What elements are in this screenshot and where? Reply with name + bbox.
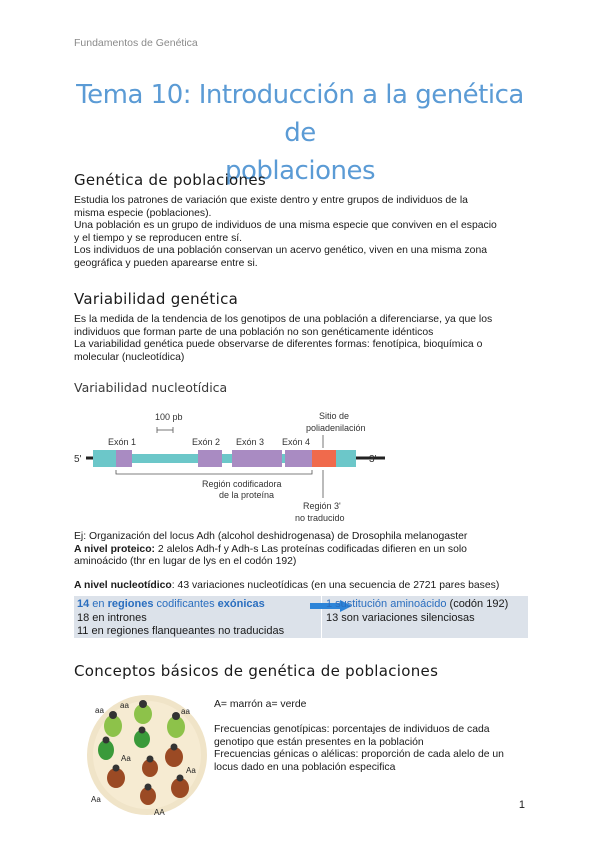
paragraph-genetica: [74, 195, 526, 270]
paragraph-frecuencias: [214, 724, 526, 774]
alleles-line: A= marrón a= verde: [214, 699, 307, 710]
table-row-substitution: [326, 599, 508, 610]
genotype-label: Aa: [91, 795, 101, 804]
paragraph-alleles: [214, 699, 526, 712]
nucleotidico-text: : 43 variaciones nucleotídicas (en una secuencia de 2721 pares bases): [171, 580, 500, 591]
text-line: molecular (nucleotídica): [74, 351, 185, 363]
genotype-label: Aa: [186, 766, 196, 775]
utr-3prime: [312, 450, 336, 467]
polyA-site-label-2: poliadenilación: [306, 423, 366, 433]
text-line: locus dado en una población especifica: [214, 761, 396, 773]
text-line: misma especie (poblaciones).: [74, 207, 212, 219]
intron-1: [132, 454, 198, 463]
text-line: Frecuencias génicas o alélicas: proporción de cada alelo de un: [214, 749, 504, 760]
coding-region-label-1: Región codificadora: [202, 479, 282, 489]
text-line: Es la medida de la tendencia de los genotipos de una población a diferenciarse, ya que los: [74, 314, 493, 325]
genotype-label: aa: [95, 706, 104, 715]
genotype-label: aa: [181, 707, 190, 716]
text-line: geográfica y pueden aparearse entre si.: [74, 257, 258, 269]
heading-variabilidad-genetica: Variabilidad genética: [74, 290, 239, 308]
exon-2: [198, 450, 222, 467]
variation-table: [74, 596, 528, 638]
heading-genetica-poblaciones: Genética de poblaciones: [74, 171, 266, 189]
table-row-flanking: 11 en regiones flanqueantes no traducidas: [77, 625, 285, 637]
genotype-label: aa: [120, 701, 129, 710]
table-row-silent: 13 son variaciones silenciosas: [326, 612, 475, 624]
utr-label-1: Región 3': [303, 501, 341, 511]
exon-3: [232, 450, 282, 467]
population-illustration: [86, 694, 208, 816]
page-number: 1: [518, 799, 525, 811]
exon-1: [116, 450, 132, 467]
text-line: genotipo que están presentes en la población: [214, 736, 424, 748]
text-line: individuos que forman parte de una población no son genéticamente idénticos: [74, 326, 434, 338]
intron-2: [222, 454, 232, 463]
paragraph-variabilidad: [74, 314, 526, 364]
proteico-text: 2 alelos Adh-f y Adh-s Las proteínas codificadas difieren en un solo: [155, 543, 467, 555]
text-line: y el tiempo y se reproducen entre sí.: [74, 232, 243, 244]
exonic-count: 14: [77, 598, 90, 610]
substitution-text: 1 sustitución aminoácido: [326, 598, 447, 610]
scale-label: 100 pb: [155, 412, 183, 422]
coding-region-bracket: [116, 470, 312, 474]
exonic-text-c: codificantes: [153, 598, 218, 610]
proteico-label: A nivel proteico:: [74, 543, 156, 555]
heading-variabilidad-nucleotidica: Variabilidad nucleotídica: [74, 380, 228, 395]
title-line-1: Tema 10: Introducción a la genética de: [76, 80, 524, 148]
nucleotidico-label: A nivel nucleotídico: [74, 580, 172, 591]
page-header: Fundamentos de Genética: [74, 37, 198, 49]
codon-text: (codón 192): [446, 598, 509, 610]
text-line: Los individuos de una población conservan un acervo genético, viven en una misma zona: [74, 245, 488, 256]
coding-region-label-2: de la proteína: [219, 490, 275, 500]
example-caption: Ej: Organización del locus Adh (alcohol deshidrogenasa) de Drosophila melanogaster: [74, 531, 468, 542]
title-line-2: poblaciones: [224, 156, 376, 186]
proteico-line: [74, 544, 526, 557]
paragraph-nucleotidico: [74, 580, 526, 593]
proteico-line-2: aminoácido (thr en lugar de lys en el codón 192): [74, 556, 297, 567]
exonic-text-d: exónicas: [217, 598, 265, 610]
intron-3: [282, 454, 285, 463]
utr-5prime: [93, 450, 116, 467]
exon-1-label: Exón 1: [108, 437, 137, 447]
utr-3prime-tail: [336, 450, 356, 467]
paragraph-example: [74, 531, 526, 569]
exon-4: [285, 450, 312, 467]
five-prime-label: 5': [74, 454, 82, 465]
adh-gene-diagram: [74, 408, 454, 526]
exon-4-label: Exón 4: [282, 437, 311, 447]
text-line: Frecuencias genotípicas: porcentajes de individuos de cada: [214, 724, 490, 735]
exonic-text-a: en: [89, 598, 108, 610]
text-line: La variabilidad genética puede observarse de diferentes formas: fenotípica, bioquímica o: [74, 339, 483, 350]
text-line: Una población es un grupo de individuos de una misma especie que conviven en el espacio: [74, 220, 497, 231]
exon-2-label: Exón 2: [192, 437, 221, 447]
table-row-introns: 18 en intrones: [77, 612, 147, 624]
exon-3-label: Exón 3: [236, 437, 265, 447]
polyA-site-label-1: Sitio de: [319, 411, 350, 421]
table-row-exonic: [77, 599, 265, 610]
heading-conceptos-basicos: Conceptos básicos de genética de poblaciones: [74, 662, 439, 680]
genotype-label: AA: [154, 808, 165, 816]
three-prime-label: 3': [369, 454, 377, 465]
exonic-text-b: regiones: [107, 598, 154, 610]
utr-label-2: no traducido: [295, 513, 345, 523]
text-line: Estudia los patrones de variación que existe dentro y entre grupos de individuos de la: [74, 195, 468, 206]
genotype-label: Aa: [121, 754, 131, 763]
nucleotidico-line: [74, 580, 526, 593]
